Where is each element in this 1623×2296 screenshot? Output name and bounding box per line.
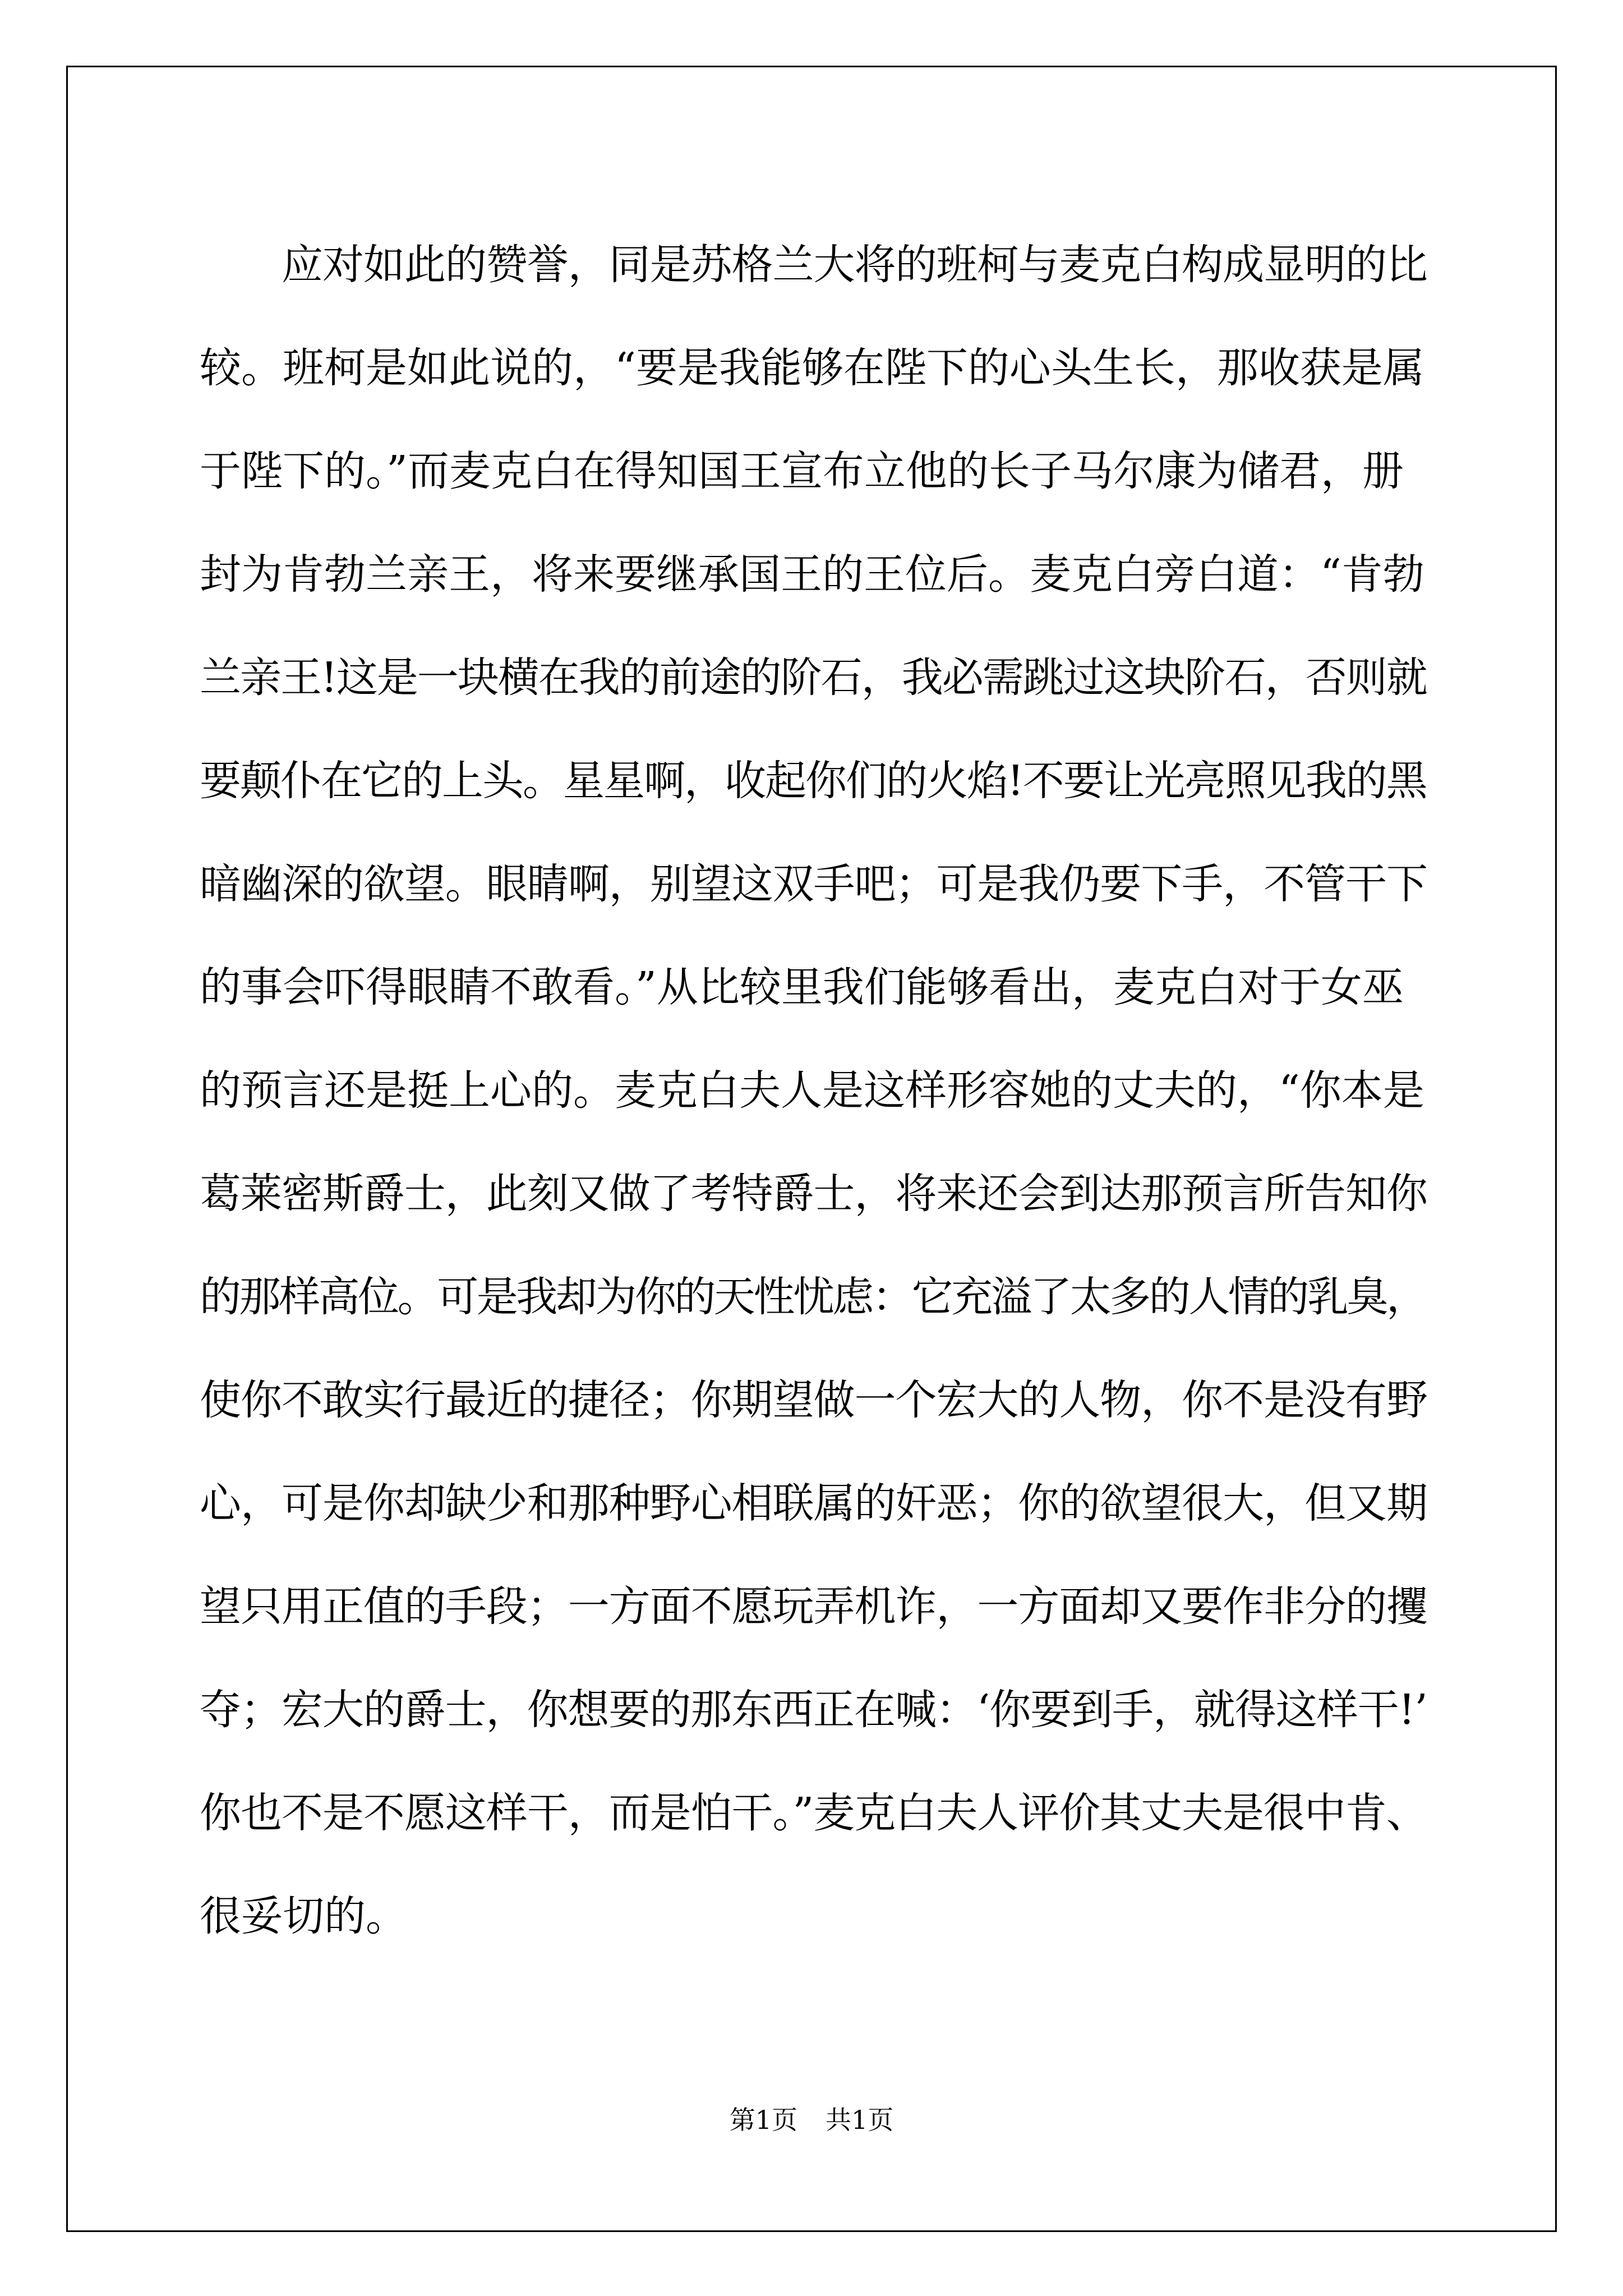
text-line: 兰亲王!这是一块横在我的前途的阶石，我必需跳过这块阶石，否则就 [200,654,1427,702]
text-line: 暗幽深的欲望。眼睛啊，别望这双手吧；可是我仍要下手，不管干下 [200,860,1427,908]
page-footer [0,2100,1623,2137]
text-line: 于陛下的。”而麦克白在得知国王宣布立他的长子马尔康为储君，册 [200,447,1404,495]
page-number: 第1页 [729,2105,797,2135]
text-line: 封为肯勃兰亲王，将来要继承国王的王位后。麦克白旁白道：“肯勃 [200,550,1424,599]
text-line: 夺；宏大的爵士，你想要的那东西正在喊：‘你要到手，就得这样干!’ [200,1686,1427,1734]
text-line: 的预言还是挺上心的。麦克白夫人是这样形容她的丈夫的，“你本是 [200,1066,1424,1115]
text-line: 心，可是你却缺少和那种野心相联属的奸恶；你的欲望很大，但又期 [200,1479,1427,1527]
text-line: 很妥切的。 [200,1892,407,1940]
text-line: 望只用正值的手段；一方面不愿玩弄机诈，一方面却又要作非分的攫 [200,1582,1427,1631]
text-line: 的那样高位。可是我却为你的天性忧虑：它充溢了太多的人情的乳臭， [200,1273,1426,1321]
text-line: 的事会吓得眼睛不敢看。”从比较里我们能够看出，麦克白对于女巫 [200,963,1404,1011]
text-line: 葛莱密斯爵士，此刻又做了考特爵士，将来还会到达那预言所告知你 [200,1170,1427,1218]
text-line: 使你不敢实行最近的捷径；你期望做一个宏大的人物，你不是没有野 [200,1376,1427,1424]
text-line: 你也不是不愿这样干，而是怕干。”麦克白夫人评价其丈夫是很中肯、 [200,1789,1427,1837]
page-total: 共1页 [826,2105,894,2135]
text-line: 较。班柯是如此说的，“要是我能够在陛下的心头生长，那收获是属 [200,344,1424,392]
text-line: 应对如此的赞誉，同是苏格兰大将的班柯与麦克白构成显明的比 [282,241,1427,289]
body-paragraph [200,213,1428,1968]
text-line: 要颠仆在它的上头。星星啊，收起你们的火焰!不要让光亮照见我的黑 [200,757,1427,805]
